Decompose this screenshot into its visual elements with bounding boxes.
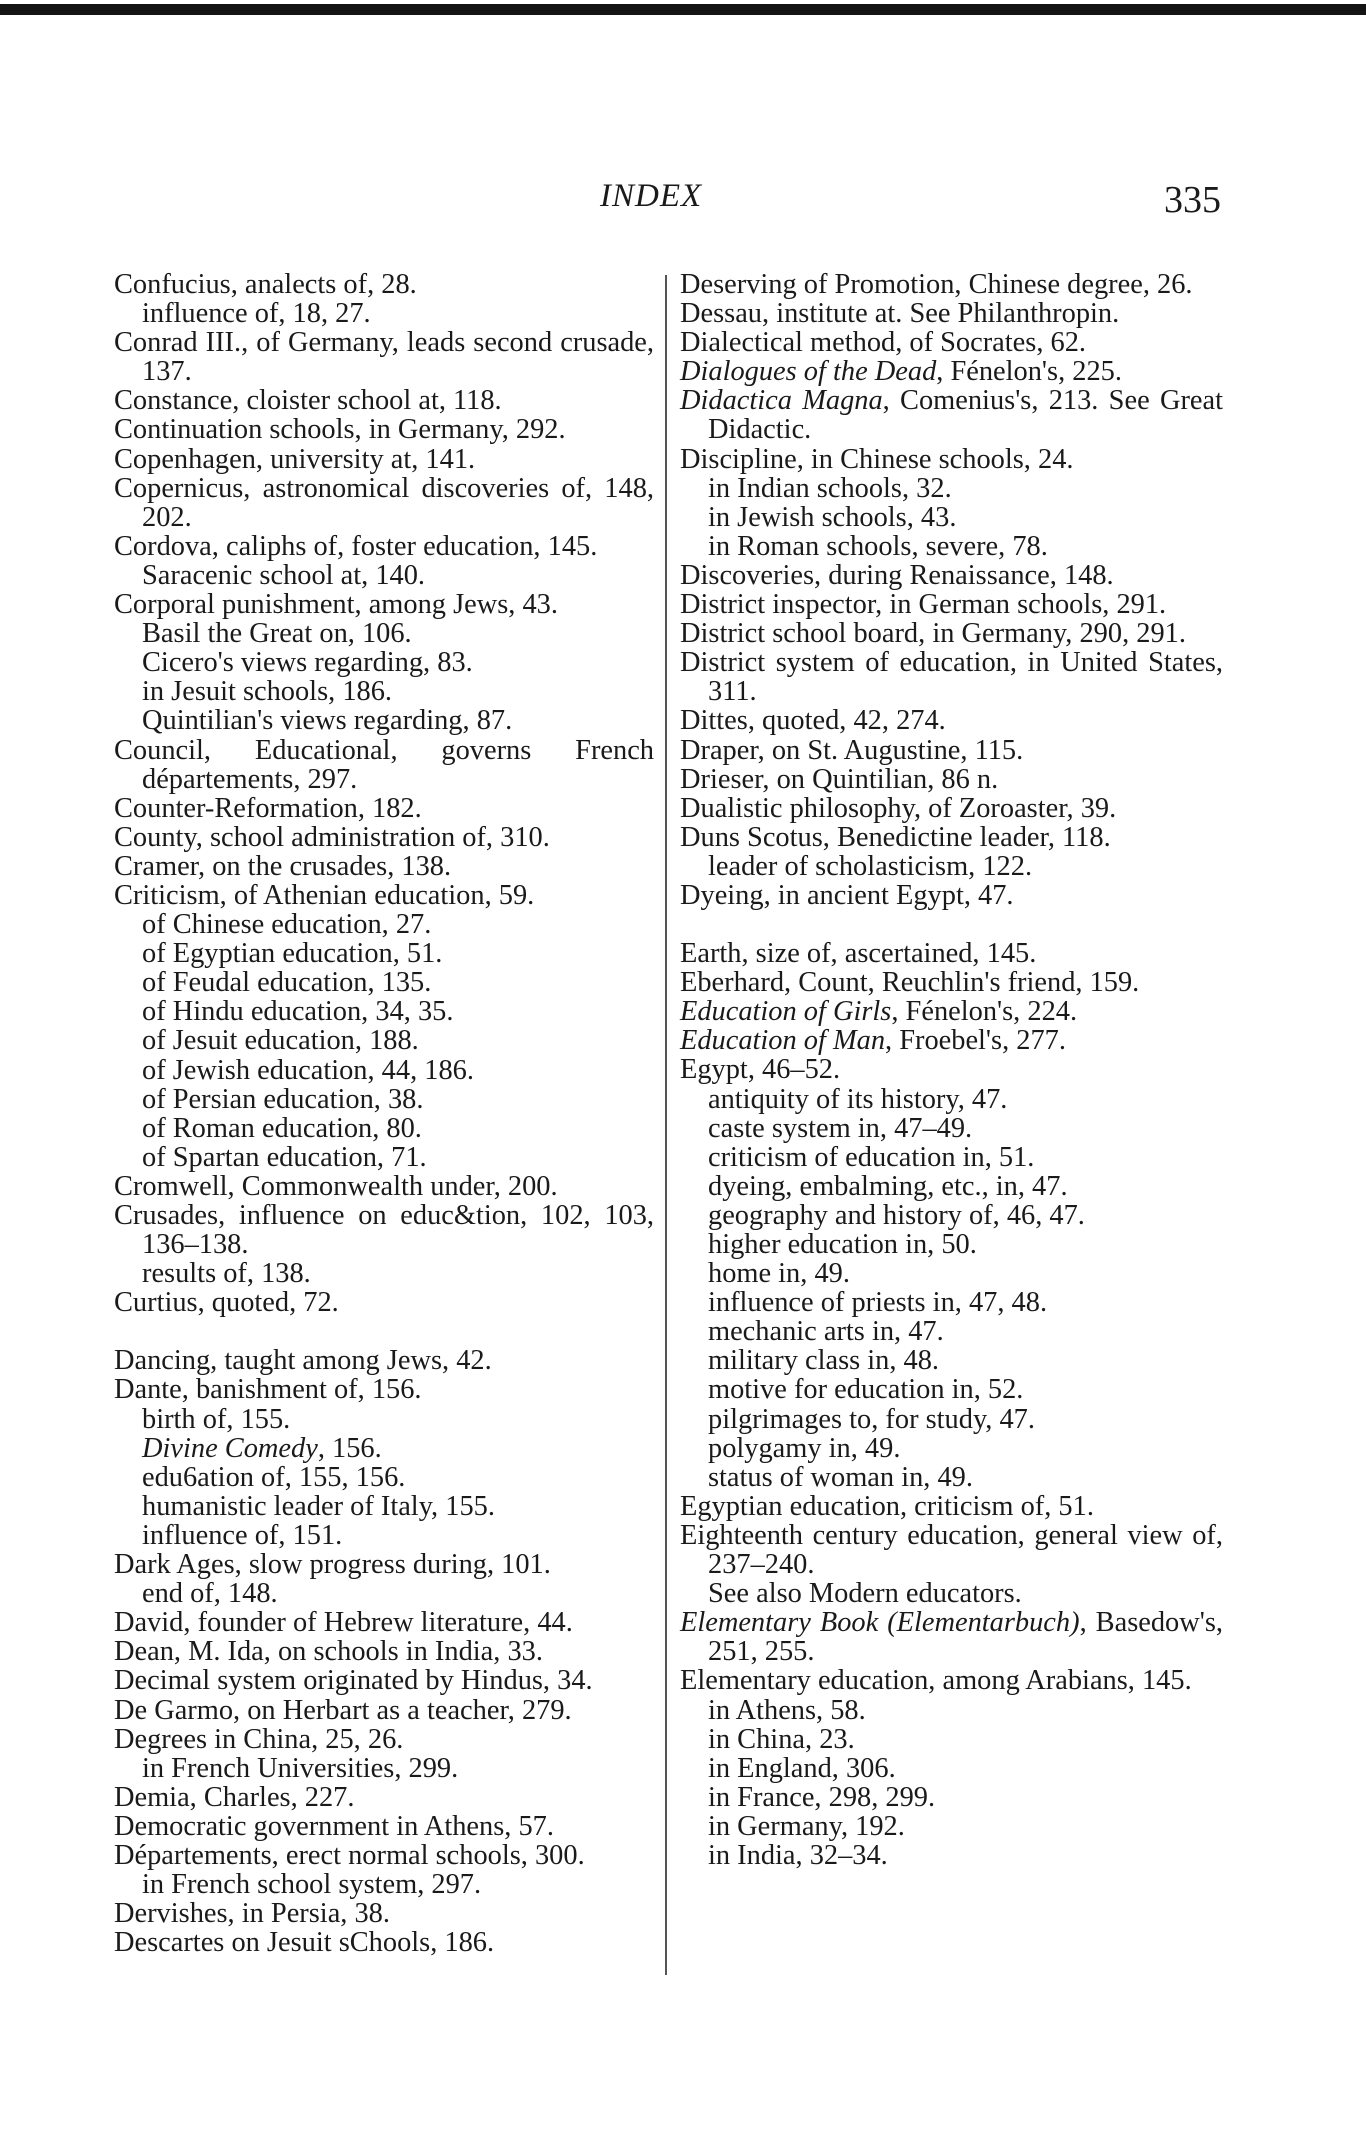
index-subentry: in French Universities, 299. bbox=[142, 1752, 459, 1784]
index-subentry: of Chinese education, 27. bbox=[142, 909, 432, 941]
index-entry: Confucius, analects of, 28. bbox=[114, 269, 417, 300]
index-entry: Draper, on St. Augustine, 115. bbox=[680, 734, 1024, 766]
index-entry: Elementary education, among Arabians, 145. bbox=[680, 1665, 1192, 1697]
index-subentry: of Hindu education, 34, 35. bbox=[142, 996, 454, 1028]
index-entry: Dyeing, in ancient Egypt, 47. bbox=[680, 879, 1014, 911]
index-entry: Democratic government in Athens, 57. bbox=[114, 1810, 554, 1842]
index-subentry: in Roman schools, severe, 78. bbox=[708, 530, 1048, 562]
index-subentry: birth of, 155. bbox=[142, 1403, 291, 1435]
index-subentry bbox=[114, 1434, 654, 1463]
index-entry: Dancing, taught among Jews, 42. bbox=[114, 1345, 492, 1377]
index-entry: Discipline, in Chinese schools, 24. bbox=[680, 443, 1074, 475]
index-subentry: influence of, 151. bbox=[142, 1519, 343, 1551]
index-subentry: Basil the Great on, 106. bbox=[142, 618, 412, 650]
index-entry: Constance, cloister school at, 118. bbox=[114, 385, 502, 417]
index-entry: Duns Scotus, Benedictine leader, 118. bbox=[680, 821, 1111, 853]
index-entry: Dean, M. Ida, on schools in India, 33. bbox=[114, 1636, 543, 1668]
index-entry: Continuation schools, in Germany, 292. bbox=[114, 414, 566, 446]
index-subentry: end of, 148. bbox=[142, 1578, 278, 1610]
index-entry: Deserving of Promotion, Chinese degree, 26. bbox=[680, 269, 1193, 300]
index-entry: Descartes on Jesuit sChools, 186. bbox=[114, 1927, 495, 1959]
index-subentry: in India, 32–34. bbox=[708, 1839, 888, 1871]
entry-title-italic: Elementary Book (Elementarbuch) bbox=[680, 1607, 1080, 1639]
index-subentry: of Persian education, 38. bbox=[142, 1083, 424, 1115]
entry-title-italic: Education of Man bbox=[680, 1025, 886, 1057]
index-subentry: See also Modern educators. bbox=[708, 1578, 1022, 1610]
index-entry: Dittes, quoted, 42, 274. bbox=[680, 705, 946, 737]
index-entry: Eberhard, Count, Reuchlin's friend, 159. bbox=[680, 967, 1140, 999]
index-entry: Dessau, institute at. See Philanthropin. bbox=[680, 298, 1120, 330]
entry-locator: , 156. bbox=[317, 1432, 382, 1464]
index-subentry: antiquity of its history, 47. bbox=[708, 1083, 1008, 1115]
index-subentry: mechanic arts in, 47. bbox=[708, 1316, 944, 1348]
index-subentry: of Egyptian education, 51. bbox=[142, 938, 443, 970]
index-subentry: influence of priests in, 47, 48. bbox=[708, 1287, 1048, 1319]
index-entry: Drieser, on Quintilian, 86 n. bbox=[680, 763, 999, 795]
entry-locator: , Fénelon's, 225. bbox=[936, 356, 1122, 388]
column-divider bbox=[665, 275, 667, 1975]
index-entry: Egyptian education, criticism of, 51. bbox=[680, 1490, 1094, 1522]
index-subentry: of Feudal education, 135. bbox=[142, 967, 432, 999]
index-entry: Copenhagen, university at, 141. bbox=[114, 443, 476, 475]
index-subentry: in Athens, 58. bbox=[708, 1694, 866, 1726]
index-entry: Criticism, of Athenian education, 59. bbox=[114, 879, 535, 911]
index-subentry: military class in, 48. bbox=[708, 1345, 940, 1377]
index-entry bbox=[680, 386, 1223, 444]
index-subentry: Cicero's views regarding, 83. bbox=[142, 647, 473, 679]
index-entry: Curtius, quoted, 72. bbox=[114, 1287, 339, 1319]
index-entry: Degrees in China, 25, 26. bbox=[114, 1723, 404, 1755]
index-entry: Dervishes, in Persia, 38. bbox=[114, 1898, 390, 1930]
page-number: 335 bbox=[1164, 179, 1221, 221]
index-entry: Eighteenth century education, general view of, 237–240. bbox=[680, 1519, 1223, 1581]
index-subentry: home in, 49. bbox=[708, 1258, 850, 1290]
index-entry: Earth, size of, ascertained, 145. bbox=[680, 938, 1037, 970]
index-subentry: in Indian schools, 32. bbox=[708, 472, 952, 504]
section-gap bbox=[680, 910, 1223, 939]
index-entry: Egypt, 46–52. bbox=[680, 1054, 841, 1086]
index-entry: De Garmo, on Herbart as a teacher, 279. bbox=[114, 1694, 572, 1726]
entry-locator: , Froebel's, 277. bbox=[885, 1025, 1066, 1057]
index-entry: Copernicus, astronomical discoveries of, 148, 202. bbox=[114, 472, 654, 533]
index-subentry: in French school system, 297. bbox=[142, 1869, 482, 1901]
index-entry: Cromwell, Commonwealth under, 200. bbox=[114, 1170, 558, 1202]
index-subentry: Saracenic school at, 140. bbox=[142, 559, 426, 591]
index-subentry: humanistic leader of Italy, 155. bbox=[142, 1490, 495, 1522]
index-entry: David, founder of Hebrew literature, 44. bbox=[114, 1607, 573, 1639]
index-entry: Decimal system originated by Hindus, 34. bbox=[114, 1665, 593, 1697]
index-subentry: in Germany, 192. bbox=[708, 1810, 905, 1842]
section-gap bbox=[114, 1317, 654, 1346]
entry-title-italic: Dialogues of the Dead bbox=[680, 356, 937, 388]
index-subentry: criticism of education in, 51. bbox=[708, 1141, 1035, 1173]
index-subentry: of Jesuit education, 188. bbox=[142, 1025, 419, 1057]
index-subentry: edu6ation of, 155, 156. bbox=[142, 1461, 406, 1493]
index-subentry: pilgrimages to, for study, 47. bbox=[708, 1403, 1035, 1435]
index-entry: Discoveries, during Renaissance, 148. bbox=[680, 559, 1114, 591]
entry-title-italic: Didactica Magna bbox=[680, 385, 883, 417]
index-subentry: in Jewish schools, 43. bbox=[708, 501, 957, 533]
index-entry: District system of education, in United States, 311. bbox=[680, 647, 1223, 708]
index-entry: County, school administration of, 310. bbox=[114, 821, 550, 853]
index-subentry: motive for education in, 52. bbox=[708, 1374, 1024, 1406]
index-subentry: status of woman in, 49. bbox=[708, 1461, 973, 1493]
index-subentry: of Spartan education, 71. bbox=[142, 1141, 427, 1173]
index-entry: Demia, Charles, 227. bbox=[114, 1781, 355, 1813]
index-column-right bbox=[680, 270, 1223, 1870]
index-entry: Dualistic philosophy, of Zoroaster, 39. bbox=[680, 792, 1117, 824]
index-subentry: in England, 306. bbox=[708, 1752, 896, 1784]
index-subentry: of Jewish education, 44, 186. bbox=[142, 1054, 474, 1086]
page-title: INDEX bbox=[600, 178, 703, 214]
index-subentry: in France, 298, 299. bbox=[708, 1781, 936, 1813]
index-subentry: caste system in, 47–49. bbox=[708, 1112, 973, 1144]
index-subentry: Quintilian's views regarding, 87. bbox=[142, 705, 513, 737]
index-entry: Cramer, on the crusades, 138. bbox=[114, 850, 452, 882]
index-entry: Council, Educational, governs French départements, 297. bbox=[114, 734, 654, 795]
index-subentry: geography and history of, 46, 47. bbox=[708, 1199, 1085, 1231]
index-subentry: in China, 23. bbox=[708, 1723, 855, 1755]
index-entry bbox=[680, 1608, 1223, 1666]
index-entry: District inspector, in German schools, 291. bbox=[680, 589, 1167, 621]
index-entry bbox=[680, 1026, 1223, 1055]
index-subentry: polygamy in, 49. bbox=[708, 1432, 901, 1464]
index-entry: Counter-Reformation, 182. bbox=[114, 792, 422, 824]
entry-title-italic: Divine Comedy bbox=[142, 1432, 318, 1464]
index-entry bbox=[680, 997, 1223, 1026]
index-subentry: leader of scholasticism, 122. bbox=[708, 850, 1033, 882]
index-subentry: dyeing, embalming, etc., in, 47. bbox=[708, 1170, 1068, 1202]
index-subentry: results of, 138. bbox=[142, 1258, 311, 1290]
index-entry: Dialectical method, of Socrates, 62. bbox=[680, 327, 1087, 359]
index-entry bbox=[680, 357, 1223, 386]
index-entry: Dante, banishment of, 156. bbox=[114, 1374, 422, 1406]
entry-title-italic: Education of Girls bbox=[680, 996, 892, 1028]
index-entry: Corporal punishment, among Jews, 43. bbox=[114, 589, 558, 621]
index-subentry: influence of, 18, 27. bbox=[142, 298, 371, 330]
top-rule bbox=[0, 4, 1366, 15]
entry-locator: , Basedow's, 251, 255. bbox=[708, 1607, 1224, 1668]
running-head bbox=[0, 178, 1366, 228]
index-entry: Conrad III., of Germany, leads second crusade, 137. bbox=[114, 327, 654, 388]
index-entry: District school board, in Germany, 290, 291. bbox=[680, 618, 1186, 650]
index-subentry: in Jesuit schools, 186. bbox=[142, 676, 392, 708]
entry-locator: , Comenius's, 213. See Great Didactic. bbox=[708, 385, 1223, 446]
index-entry: Départements, erect normal schools, 300. bbox=[114, 1839, 585, 1871]
entry-locator: , Fénelon's, 224. bbox=[891, 996, 1078, 1028]
index-subentry: of Roman education, 80. bbox=[142, 1112, 422, 1144]
index-column-left bbox=[114, 270, 654, 1957]
index-entry: Crusades, influence on educ&tion, 102, 103, 136–138. bbox=[114, 1200, 654, 1261]
index-entry: Dark Ages, slow progress during, 101. bbox=[114, 1549, 551, 1581]
index-entry: Cordova, caliphs of, foster education, 145. bbox=[114, 530, 598, 562]
index-subentry: higher education in, 50. bbox=[708, 1229, 977, 1260]
